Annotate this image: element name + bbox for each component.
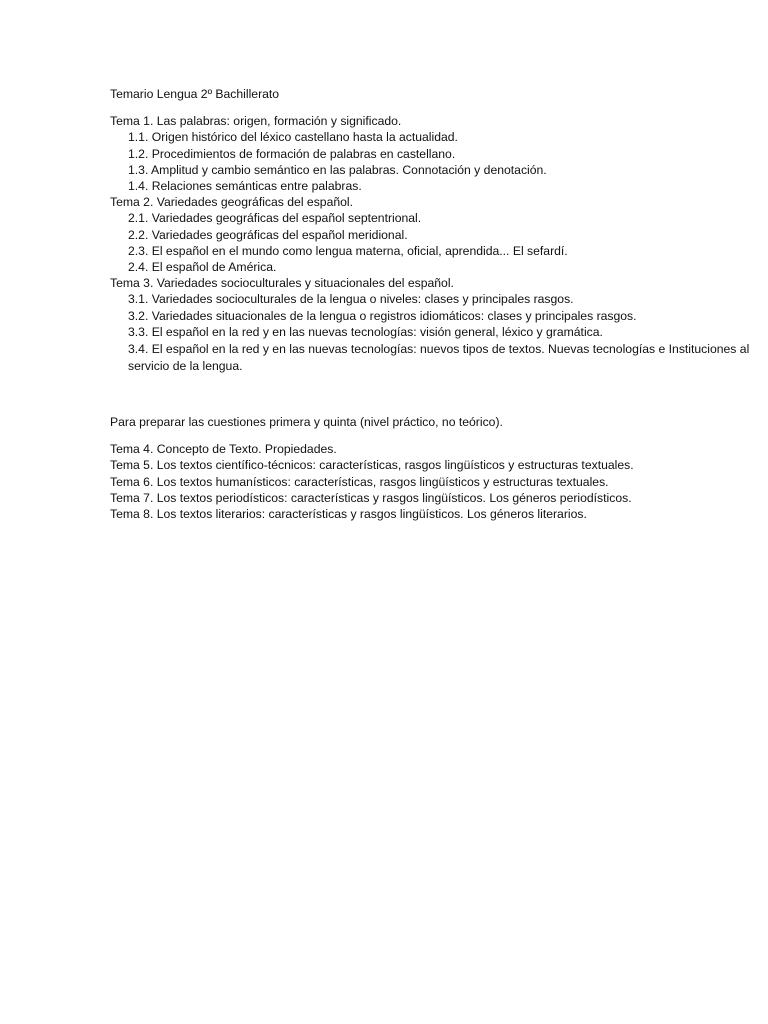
practice-topic: Tema 7. Los textos periodísticos: características y rasgos lingüísticos. Los géneros periodísticos. [110,490,632,505]
subtopic-item: 1.1. Origen histórico del léxico castellano hasta la actualidad. [128,130,458,145]
subtopic-item: 2.3. El español en el mundo como lengua materna, oficial, aprendida... El sefardí. [128,243,568,258]
subtopic-item: 3.2. Variedades situacionales de la lengua o registros idiomáticos: clases y principales rasgos. [128,308,637,323]
topic-block-3 [110,275,750,375]
practice-topic: Tema 8. Los textos literarios: características y rasgos lingüísticos. Los géneros literarios. [110,507,587,522]
practice-topic: Tema 6. Los textos humanísticos: características, rasgos lingüísticos y estructuras textuales. [110,474,609,489]
topic-block-1 [110,113,750,194]
subtopic-item: 1.3. Amplitud y cambio semántico en las palabras. Connotación y denotación. [128,162,547,177]
document-title: Temario Lengua 2º Bachillerato [110,87,280,101]
subtopic-item: 2.2. Variedades geográficas del español meridional. [128,227,408,242]
practice-topic: Tema 5. Los textos científico-técnicos: características, rasgos lingüísticos y estructuras textuales. [110,458,634,473]
subtopic-item: 3.4. El español en la red y en las nuevas tecnologías: nuevos tipos de textos. Nuevas tecnologías e Instituciones al servicio de la lengua. [128,342,750,374]
topic-block-2 [110,194,750,275]
topic-heading: Tema 1. Las palabras: origen, formación y significado. [110,114,402,129]
subtopic-item: 2.1. Variedades geográficas del español septentrional. [128,211,422,226]
practice-topic: Tema 4. Concepto de Texto. Propiedades. [110,442,337,457]
subtopic-item: 1.2. Procedimientos de formación de palabras en castellano. [128,146,456,161]
document-page [110,86,750,522]
subtopic-item: 2.4. El español de América. [128,260,277,275]
subtopic-item: 3.3. El español en la red y en las nuevas tecnologías: visión general, léxico y gramática. [128,324,603,339]
subtopic-item: 3.1. Variedades socioculturales de la lengua o niveles: clases y principales rasgos. [128,292,574,307]
topic-heading: Tema 2. Variedades geográficas del español. [110,195,353,210]
practice-topic-list [110,441,750,522]
practice-note: Para preparar las cuestiones primera y quinta (nivel práctico, no teórico). [110,415,503,430]
topic-heading: Tema 3. Variedades socioculturales y situacionales del español. [110,276,454,291]
subtopic-item: 1.4. Relaciones semánticas entre palabras. [128,179,362,194]
